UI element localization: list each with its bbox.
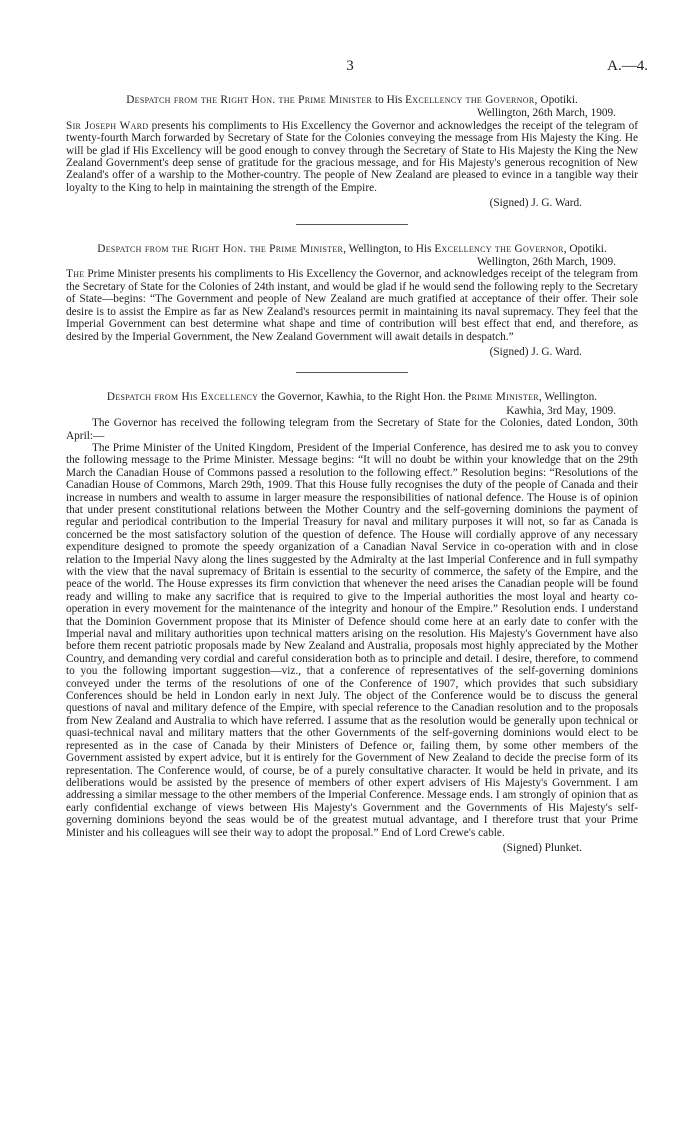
despatch-2-body: The Prime Minister presents his compliments to His Excellency the Governor, and acknowledges receipt of the telegram from the Secretary of State for the Colonies of 24th instant, and would be glad if he would send the following reply to the Secretary of State—begins: “The Government and people of New Zealand are much gratified at acceptance of their offer. Their sole desire is to assist the Empire as far as New Zealand's resources permit in maintaining its naval supremacy. They feel that the Imperial Government can best determine what shape and time of contribution will best effect that end, and therefore, as desired by the Imperial Government, the New Zealand Government will await details in despatch.” [66, 268, 638, 343]
despatch-3-place-date: Kawhia, 3rd May, 1909. [506, 404, 616, 417]
despatch-2 [66, 243, 638, 359]
despatch-3-signature: (Signed) Plunket. [502, 841, 582, 854]
despatch-2-signature: (Signed) J. G. Ward. [489, 345, 582, 358]
despatch-1-heading: Despatch from the Right Hon. the Prime Minister to His Excellency the Governor, Opotiki. [126, 94, 578, 106]
page-number: 3 [346, 58, 354, 74]
despatch-3 [66, 391, 638, 854]
section-divider [296, 224, 408, 225]
despatch-1-place-date: Wellington, 26th March, 1909. [476, 107, 616, 120]
document-reference: A.—4. [607, 58, 648, 74]
despatch-2-heading: Despatch from the Right Hon. the Prime Minister, Wellington, to His Excellency the Governor, Opotiki. [97, 242, 607, 255]
despatch-3-message: The Prime Minister of the United Kingdom, President of the Imperial Conference, has desired me to ask you to convey the following message to the Prime Minister. Message begins: “It will no doubt be within your knowledge that on the 29th March the Canadian House of Commons passed a resolution to the following effect.” Resolution begins: “Resolutions of the Canadian House of Commons, March 29th, 1909. That this House fully recognises the duty of the people of Canada and their increase in numbers and wealth to assume in larger measure the responsibilities of national defence. The House is of opinion that under present constitutional relations between the Mother Country and the self-governing dominions the payment of regular and periodical contribution to the Imperial Treasury for naval and military purposes it will not, so far as Canada is concerned be the most satisfactory solution of the question of defence. The House will cordially approve of any necessary expenditure designed to promote the speedy organization of a Canadian Naval Service in co-operation with and in close relation to the Imperial Navy along the lines suggested by the Admiralty at the last Imperial Conference and in full sympathy with the view that the naval supremacy of Britain is essential to the security of commerce, the safety of the Empire, and the peace of the world. The House expresses its firm conviction that whenever the need arises the Canadian people will be found ready and willing to make any sacrifice that is required to give to the Imperial authorities the most loyal and hearty co-operation in every movement for the maintenance of the integrity and honour of the Empire.” Resolution ends. I understand that the Dominion Government propose that its Minister of Defence should come here at an early date to confer with the Imperial naval and military authorities upon technical matters arising on the resolution. His Majesty's Government have also before them recent patriotic proposals made by New Zealand and Australia, proposals most highly appreciated by the Mother Country, and demanding very cordial and careful consideration both as to principle and detail. I desire, therefore, to commend to you the following important suggestion—viz., that a conference of representatives of the self-governing dominions conveyed under the terms of the resolutions of one of the Conference of 1907, which provides that such subsidiary Conferences should be held in London early in next July. The object of the Conference would be to discuss the general questions of naval and military defence of the Empire, with special reference to the Canadian resolution and to the proposals from New Zealand and Australia to which have referred. I assume that as the resolution would be generally upon technical or quasi-technical naval and military matters that the other Governments of the self-governing dominions would elect to be represented as in the case of Canada by their Ministers of Defence or, failing them, by some other members of the Government assisted by expert advice, but it is entirely for the Government of New Zealand to decide the precise form of its representation. The Conference would, of course, be of a purely consultative character. It would be held in private, and its deliberations would be assisted by the presence of members of other expert advisers of His Majesty's Government. I am addressing a similar message to the other members of the Imperial Conference. Message ends. I am strongly of opinion that as early confidential exchange of views between His Majesty's Government and the Governments of His Majesty's self-governing dominions beyond the seas would be of the greatest mutual advantage, and I therefore trust that your Prime Minister and his colleagues will see their way to adopt the proposal.” End of Lord Crewe's cable. [66, 441, 638, 839]
despatch-3-intro: The Governor has received the following telegram from the Secretary of State for the Colonies, dated London, 30th April:— [66, 417, 638, 442]
despatch-1-signature: (Signed) J. G. Ward. [489, 197, 582, 210]
despatch-2-place-date: Wellington, 26th March, 1909. [476, 256, 616, 269]
despatch-1-body: Sir Joseph Ward presents his compliments to His Excellency the Governor and acknowledges the receipt of the telegram of twenty-fourth March forwarded by Secretary of State for the Colonies conveying the message from His Majesty the King. He will be glad if His Excellency will be good enough to convey through the Secretary of State to His Majesty the King the New Zealand Government's deep sense of gratitude for the gracious message, and for His Majesty's generous recognition of New Zealand's offer of a warship to the Mother-country. The people of New Zealand are pleased to evince in a tangible way their loyalty to the King to help in maintaining the strength of the Empire. [66, 119, 638, 194]
despatch-1 [66, 94, 638, 210]
section-divider [296, 372, 408, 373]
despatch-3-heading: Despatch from His Excellency the Governor, Kawhia, to the Right Hon. the Prime Minister, Wellington. [106, 391, 598, 404]
